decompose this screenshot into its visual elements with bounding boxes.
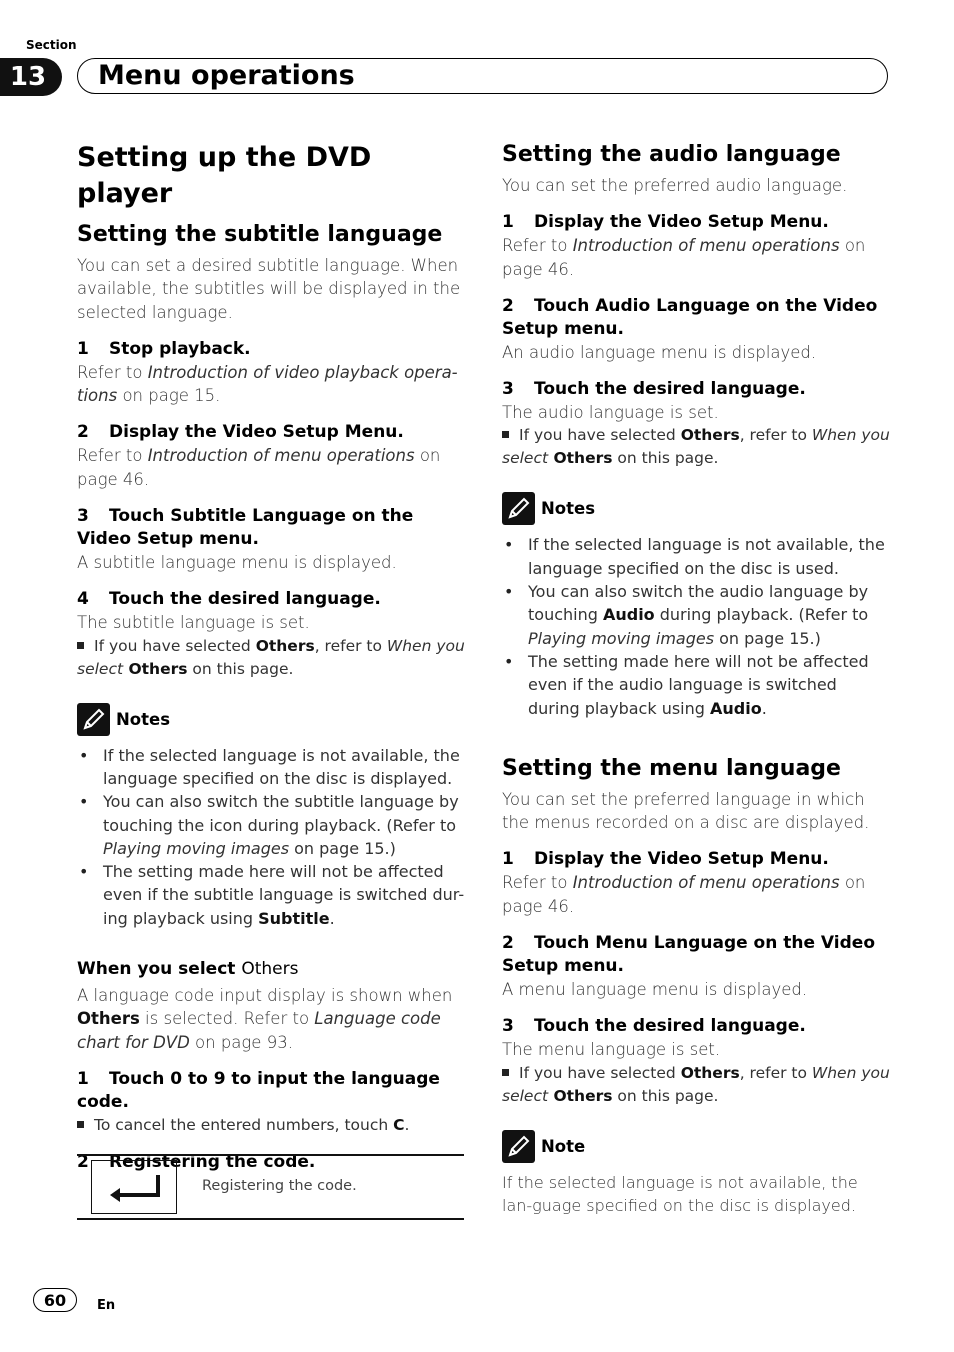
page-title: Setting up the DVD player [77,142,372,209]
menu-step-1-ref: Refer to Introduction of menu operations on page 46. [502,873,866,916]
subtitle-step-4-desc: The subtitle language is set. [77,613,310,633]
subtitle-step-3: 3 Touch Subtitle Language on the Video Setup menu. [77,506,414,550]
right-column [502,140,890,1217]
menu-step-2: 2 Touch Menu Language on the Video Setup menu. [502,933,875,977]
menu-step-3: 3 Touch the desired language. [502,1016,806,1037]
audio-step-3: 3 Touch the desired language. [502,379,806,400]
others-intro: A language code input display is shown when Others is selected. Refer to Language code chart for DVD on page 93. [77,986,453,1052]
others-step-1: 1 Touch 0 to 9 to input the language code. [77,1068,440,1112]
menu-step-2-desc: A menu language menu is displayed. [502,980,808,1000]
audio-step-3-desc: The audio language is set. [502,403,719,423]
page-language: En [97,1298,116,1313]
square-bullet-icon [502,431,509,438]
square-bullet-icon [77,1121,84,1128]
subtitle-intro: You can set a desired subtitle language. When available, the subtitles will be displayed in the selected language. [77,256,461,322]
audio-heading: Setting the audio language [502,142,841,167]
register-code-table [77,1154,464,1220]
menu-step-3-desc: The menu language is set. [502,1040,721,1060]
audio-step-3-bullet: If you have selected Others, refer to When you select Others on this page. [502,426,890,468]
menu-note-text: If the selected language is not available, the lan-guage specified on the disc is displayed. [502,1172,858,1215]
pencil-icon [502,492,535,525]
note-item: • The setting made here will not be affected even if the audio language is switched during playback using Audio. [502,650,890,720]
pencil-icon [502,1130,535,1163]
audio-step-1: 1 Display the Video Setup Menu. [502,212,829,233]
page-number: 60 [33,1288,77,1312]
note-item: • You can also switch the audio language by touching Audio during playback. (Refer to Playing moving images on page 15.) [502,580,890,650]
audio-step-2-desc: An audio language menu is displayed. [502,342,817,362]
square-bullet-icon [502,1069,509,1076]
xref-link: Introduction of video playback opera-tions [77,362,458,406]
subtitle-step-4: 4 Touch the desired language. [77,589,381,610]
note-header [502,1130,890,1163]
section-label: Section [26,38,77,52]
enter-arrow-icon [92,1161,178,1215]
audio-intro: You can set the preferred audio language. [502,176,848,195]
menu-heading: Setting the menu language [502,755,841,781]
audio-step-1-ref: Refer to Introduction of menu operations on page 46. [502,236,866,279]
subtitle-step-1: 1 Stop playback. [77,338,251,359]
subtitle-heading: Setting the subtitle language [77,222,443,247]
xref-link: Introduction of menu operations [147,446,415,466]
pencil-icon [77,703,110,736]
others-heading: When you select Others [77,959,299,980]
square-bullet-icon [77,642,84,649]
notes-header [77,703,465,736]
subtitle-step-2: 2 Display the Video Setup Menu. [77,422,404,443]
menu-step-3-bullet: If you have selected Others, refer to When you select Others on this page. [502,1063,890,1105]
audio-step-2: 2 Touch Audio Language on the Video Setup menu. [502,295,878,339]
others-step-1-bullet: To cancel the entered numbers, touch C. [77,1114,465,1137]
subtitle-step-1-ref: Refer to Introduction of video playback opera-tions on page 15. [77,362,458,406]
register-code-caption: Registering the code. [202,1178,357,1194]
notes-list [502,533,890,719]
menu-step-1: 1 Display the Video Setup Menu. [502,849,829,870]
section-title: Menu operations [98,60,355,91]
notes-list [77,744,465,930]
subtitle-step-4-bullet: If you have selected Others, refer to When you select Others on this page. [77,636,465,678]
section-number-badge: 13 [0,58,62,96]
enter-button[interactable] [91,1160,177,1214]
notes-label: Notes [116,709,171,729]
note-item: • The setting made here will not be affected even if the subtitle language is switched dur-ing playback using Subtitle. [77,860,465,930]
menu-intro: You can set the preferred language in which the menus recorded on a disc are displayed. [502,789,870,833]
note-item: • If the selected language is not available, the language specified on the disc is used. [502,533,890,580]
subtitle-step-2-ref: Refer to Introduction of menu operations on page 46. [77,446,441,489]
note-item: • You can also switch the subtitle language by touching the icon during playback. (Refer to Playing moving images on page 15.) [77,790,465,860]
notes-header [502,492,890,525]
subtitle-step-3-desc: A subtitle language menu is displayed. [77,553,397,573]
note-label: Note [541,1136,586,1156]
left-column [77,140,465,1174]
note-item: • If the selected language is not available, the language specified on the disc is displayed. [77,744,465,791]
notes-label: Notes [541,499,596,519]
others-step-2: 2 Registering the code. [77,1151,316,1172]
